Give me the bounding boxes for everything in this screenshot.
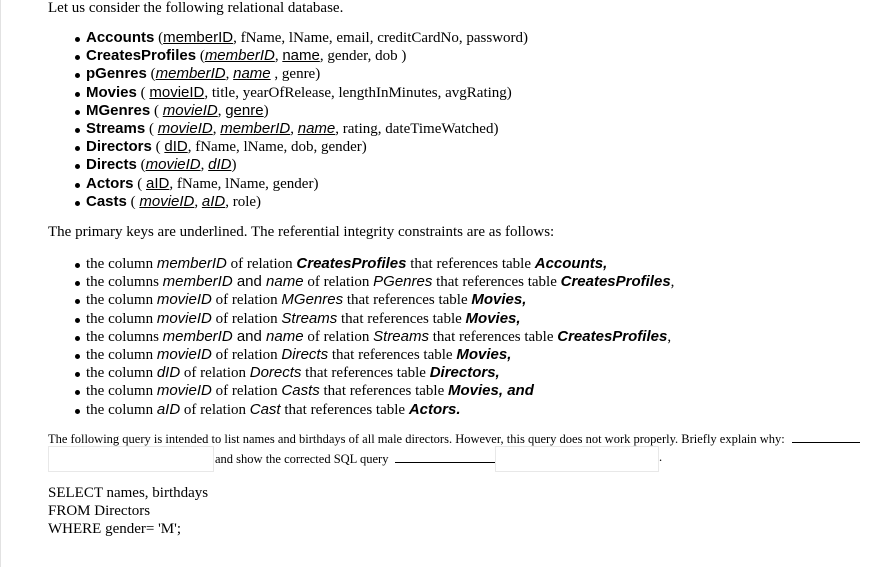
explain-blank bbox=[792, 430, 860, 443]
schema-item-accounts bbox=[74, 29, 528, 47]
constraint-term: Directs bbox=[281, 345, 329, 363]
relation-name: Actors bbox=[86, 174, 134, 192]
attribute-text: , rating, dateTimeWatched) bbox=[335, 120, 499, 137]
constraint-term: Streams bbox=[281, 309, 338, 327]
primary-key-note: The primary keys are underlined. The referential integrity constraints are as follows: bbox=[48, 224, 555, 240]
primary-key-attribute: movieID bbox=[157, 119, 213, 137]
explanation-answer-box[interactable] bbox=[48, 446, 214, 472]
schema-item-pgenres bbox=[74, 65, 528, 83]
constraint-term: Dorects bbox=[249, 364, 302, 382]
question-line-1 bbox=[48, 430, 860, 447]
relation-name: MGenres bbox=[86, 101, 151, 119]
query-answer-box[interactable] bbox=[495, 446, 659, 472]
primary-key-attribute: movieID bbox=[139, 192, 195, 210]
constraint-text: of relation bbox=[180, 365, 250, 382]
constraint-term: name bbox=[266, 273, 304, 291]
attribute-text: , bbox=[194, 193, 202, 210]
constraint-text: the columns bbox=[86, 328, 163, 345]
schema-item-streams bbox=[74, 120, 528, 138]
constraint-text: the column bbox=[86, 310, 157, 327]
relation-name: pGenres bbox=[86, 65, 147, 83]
attribute-text: , fName, lName, email, creditCardNo, password) bbox=[233, 30, 529, 46]
constraint-text: of relation bbox=[226, 256, 297, 272]
paren-open: ( bbox=[126, 193, 140, 210]
attribute-text: , bbox=[290, 120, 298, 137]
constraints-list bbox=[74, 255, 674, 419]
paren-open: ( bbox=[136, 157, 146, 174]
constraint-term: movieID bbox=[156, 345, 212, 363]
constraint-text: and bbox=[232, 327, 267, 345]
primary-key-attribute: memberID bbox=[155, 65, 226, 83]
constraint-text: the columns bbox=[86, 274, 163, 291]
constraint-term: PGenres bbox=[373, 273, 433, 291]
intro-text: Let us consider the following relational database. bbox=[48, 0, 344, 16]
constraint-text: the column bbox=[86, 292, 157, 309]
constraint-text: the column bbox=[86, 346, 157, 363]
constraint-item bbox=[74, 382, 674, 400]
primary-key-attribute: dID bbox=[208, 156, 232, 174]
relation-name: Movies bbox=[86, 83, 137, 101]
constraint-text: that references table bbox=[319, 383, 449, 400]
constraint-text: of relation bbox=[303, 274, 374, 291]
primary-key-attribute: name bbox=[233, 65, 271, 83]
constraint-text: that references table bbox=[301, 365, 430, 382]
constraint-text: the column bbox=[86, 365, 157, 382]
constraint-term: dID bbox=[156, 364, 181, 382]
constraint-text: the column bbox=[86, 401, 157, 418]
attribute-text: , bbox=[274, 48, 283, 65]
referenced-table: CreatesProfiles bbox=[296, 255, 407, 272]
left-border bbox=[0, 0, 1, 567]
referenced-table: Actors. bbox=[408, 400, 461, 418]
paren-open: ( bbox=[136, 84, 150, 101]
schema-item-mgenres bbox=[74, 102, 528, 120]
primary-key-attribute: memberID bbox=[204, 47, 275, 65]
schema-item-casts bbox=[74, 193, 528, 211]
constraint-text: the column bbox=[86, 256, 157, 272]
constraint-term: aID bbox=[156, 400, 181, 418]
relation-name: Directs bbox=[86, 156, 137, 174]
schema-item-directors bbox=[74, 138, 528, 156]
schema-item-directs bbox=[74, 156, 528, 174]
schema-list bbox=[74, 29, 528, 211]
attribute-text: , title, yearOfRelease, lengthInMinutes, avgRating) bbox=[204, 84, 512, 101]
primary-key-attribute: memberID bbox=[163, 29, 234, 46]
sql-line-where: WHERE gender= 'M'; bbox=[48, 521, 182, 537]
constraint-item bbox=[74, 291, 674, 309]
schema-item-actors bbox=[74, 175, 528, 193]
relation-name: Directors bbox=[86, 138, 152, 156]
constraint-text: of relation bbox=[211, 383, 282, 400]
relation-name: Accounts bbox=[86, 29, 155, 46]
attribute-text: , fName, lName, dob, gender) bbox=[187, 139, 367, 156]
constraint-text: that references table bbox=[406, 256, 535, 272]
attribute-text: , bbox=[225, 66, 234, 83]
constraint-term: Cast bbox=[249, 400, 281, 418]
attribute-text: , bbox=[200, 157, 209, 174]
sql-line-select: SELECT names, birthdays bbox=[48, 485, 209, 501]
paren-open: ( bbox=[133, 175, 147, 192]
constraint-text: that references table bbox=[280, 401, 409, 418]
referenced-table: Movies, bbox=[456, 345, 512, 363]
relation-name: Streams bbox=[86, 119, 146, 137]
constraint-item bbox=[74, 310, 674, 328]
paren-open: ( bbox=[196, 48, 205, 65]
schema-item-movies bbox=[74, 84, 528, 102]
attribute-text: , fName, lName, gender) bbox=[169, 175, 319, 192]
primary-key-attribute: aID bbox=[146, 174, 170, 192]
constraint-term: movieID bbox=[156, 309, 212, 327]
primary-key-attribute: aID bbox=[201, 192, 226, 210]
paren-open: ( bbox=[151, 139, 165, 156]
constraint-text: of relation bbox=[211, 292, 282, 309]
query-prompt-text: and show the corrected SQL query bbox=[215, 452, 389, 466]
paren-open: ( bbox=[150, 102, 163, 119]
primary-key-attribute: name bbox=[297, 119, 336, 137]
constraint-text: that references table bbox=[432, 274, 561, 291]
constraint-text: of relation bbox=[303, 328, 374, 345]
primary-key-attribute: movieID bbox=[149, 83, 205, 101]
constraint-item bbox=[74, 346, 674, 364]
attribute-text: , genre) bbox=[270, 66, 321, 83]
referenced-table: CreatesProfiles bbox=[560, 273, 671, 291]
constraint-item bbox=[74, 255, 674, 273]
referenced-table: CreatesProfiles bbox=[557, 327, 668, 345]
paren-open: ( bbox=[154, 30, 164, 46]
attribute-text: , gender, dob ) bbox=[319, 48, 407, 65]
referenced-table: Movies, and bbox=[448, 382, 534, 400]
constraint-term: memberID bbox=[156, 255, 227, 272]
primary-key-attribute: memberID bbox=[220, 119, 291, 137]
relation-name: CreatesProfiles bbox=[86, 47, 197, 65]
constraint-term: movieID bbox=[156, 291, 212, 309]
attribute-text: ) bbox=[263, 102, 269, 119]
constraint-text: that references table bbox=[337, 310, 466, 327]
constraint-text: that references table bbox=[429, 328, 558, 345]
attribute-text: , role) bbox=[225, 193, 262, 210]
sql-line-from: FROM Directors bbox=[48, 503, 151, 519]
constraint-text: , bbox=[667, 328, 672, 345]
referenced-table: Movies, bbox=[465, 309, 521, 327]
constraint-text: , bbox=[670, 274, 675, 291]
constraint-term: memberID bbox=[162, 273, 233, 291]
constraint-term: Streams bbox=[373, 327, 429, 345]
referenced-table: Directors, bbox=[429, 364, 500, 382]
query-blank bbox=[395, 450, 495, 463]
primary-key-attribute: name bbox=[282, 47, 320, 65]
constraint-text: of relation bbox=[211, 346, 282, 363]
constraint-text: of relation bbox=[211, 310, 282, 327]
referenced-table: Accounts, bbox=[534, 255, 608, 272]
constraint-text: that references table bbox=[328, 346, 457, 363]
relation-name: Casts bbox=[86, 192, 127, 210]
primary-key-attribute: movieID bbox=[145, 156, 201, 174]
referenced-table: Movies, bbox=[471, 291, 527, 309]
constraint-text: and bbox=[232, 273, 267, 291]
question-line-2 bbox=[215, 450, 495, 467]
constraint-item bbox=[74, 328, 674, 346]
paren-open: ( bbox=[145, 120, 158, 137]
schema-item-createsprofiles bbox=[74, 47, 528, 65]
question-text: The following query is intended to list names and birthdays of all male directors. However, this query does not work properly. Briefly explain why: bbox=[48, 432, 785, 446]
constraint-text: that references table bbox=[343, 292, 472, 309]
constraint-item bbox=[74, 273, 674, 291]
attribute-text: ) bbox=[231, 157, 237, 174]
constraint-item bbox=[74, 364, 674, 382]
constraint-item bbox=[74, 401, 674, 419]
attribute-text: , bbox=[217, 102, 226, 119]
constraint-term: MGenres bbox=[281, 291, 344, 309]
paren-open: ( bbox=[146, 66, 156, 83]
constraint-term: memberID bbox=[162, 327, 233, 345]
constraint-text: the column bbox=[86, 383, 157, 400]
constraint-term: Casts bbox=[281, 382, 320, 400]
primary-key-attribute: dID bbox=[164, 138, 188, 156]
period: . bbox=[659, 450, 663, 464]
constraint-term: movieID bbox=[156, 382, 212, 400]
primary-key-attribute: genre bbox=[225, 101, 264, 119]
attribute-text: , bbox=[212, 120, 221, 137]
constraint-text: of relation bbox=[180, 401, 250, 418]
constraint-term: name bbox=[266, 327, 304, 345]
primary-key-attribute: movieID bbox=[162, 101, 218, 119]
